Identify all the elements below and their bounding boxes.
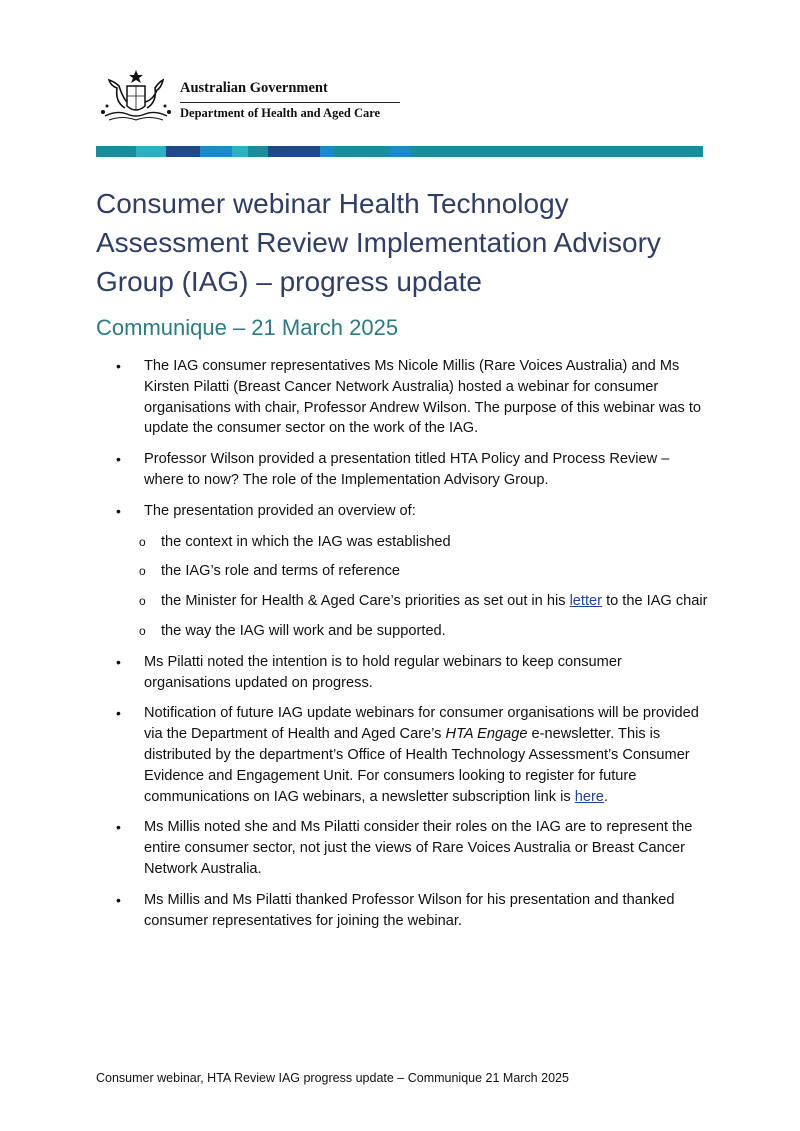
bullet-list	[96, 356, 708, 931]
government-name: Australian Government	[180, 80, 328, 96]
logo-divider	[180, 102, 400, 103]
sub-list-item: o the IAG’s role and terms of reference	[144, 561, 708, 582]
subscription-link[interactable]: here	[574, 788, 604, 805]
sub-list-item: o the context in which the IAG was established	[144, 532, 708, 553]
list-item: • Professor Wilson provided a presentation titled HTA Policy and Process Review – where to now? The role of the Implementation Advisory Group.	[96, 449, 708, 491]
sub-list-item: o the way the IAG will work and be supported.	[144, 621, 708, 642]
list-item: • Notification of future IAG update webinars for consumer organisations will be provided via the Department of Health and Aged Care’s HTA Engage e-newsletter. This is distributed by the department’s Office of Health Technology Assessment’s Consumer Evidence and Engagement Unit. For consumers looking to register for future communications on IAG webinars, a newsletter subscription link is here.	[96, 703, 708, 807]
department-name: Department of Health and Aged Care	[180, 106, 381, 120]
overview-intro: The presentation provided an overview of:	[144, 502, 416, 519]
list-item	[96, 501, 708, 642]
newsletter-name: HTA Engage	[445, 726, 528, 743]
letter-link[interactable]: letter	[569, 593, 603, 610]
header-color-bar	[96, 146, 703, 157]
government-logo	[97, 68, 417, 128]
coat-of-arms-icon	[97, 68, 175, 126]
list-item: • Ms Millis and Ms Pilatti thanked Professor Wilson for his presentation and thanked consumer representatives for joining the webinar.	[96, 890, 708, 932]
overview-sublist	[144, 532, 708, 642]
list-item: • Ms Pilatti noted the intention is to hold regular webinars to keep consumer organisations updated on progress.	[96, 652, 708, 694]
list-item: • Ms Millis noted she and Ms Pilatti consider their roles on the IAG are to represent the entire consumer sector, not just the views of Rare Voices Australia or Breast Cancer Network Australia.	[96, 817, 708, 879]
page-title: Consumer webinar Health Technology Assessment Review Implementation Advisory Group (IAG) – progress update	[96, 188, 661, 297]
list-item: • The IAG consumer representatives Ms Nicole Millis (Rare Voices Australia) and Ms Kirsten Pilatti (Breast Cancer Network Australia) hosted a webinar for consumer organisations with chair, Professor Andrew Wilson. The purpose of this webinar was to update the consumer sector on the work of the IAG.	[96, 356, 708, 439]
communique-body	[96, 356, 708, 941]
communique-date-heading: Communique – 21 March 2025	[96, 315, 399, 340]
sub-list-item: o the Minister for Health & Aged Care’s priorities as set out in his letter to the IAG chair	[144, 591, 708, 612]
page-footer: Consumer webinar, HTA Review IAG progress update – Communique 21 March 2025	[96, 1071, 569, 1085]
